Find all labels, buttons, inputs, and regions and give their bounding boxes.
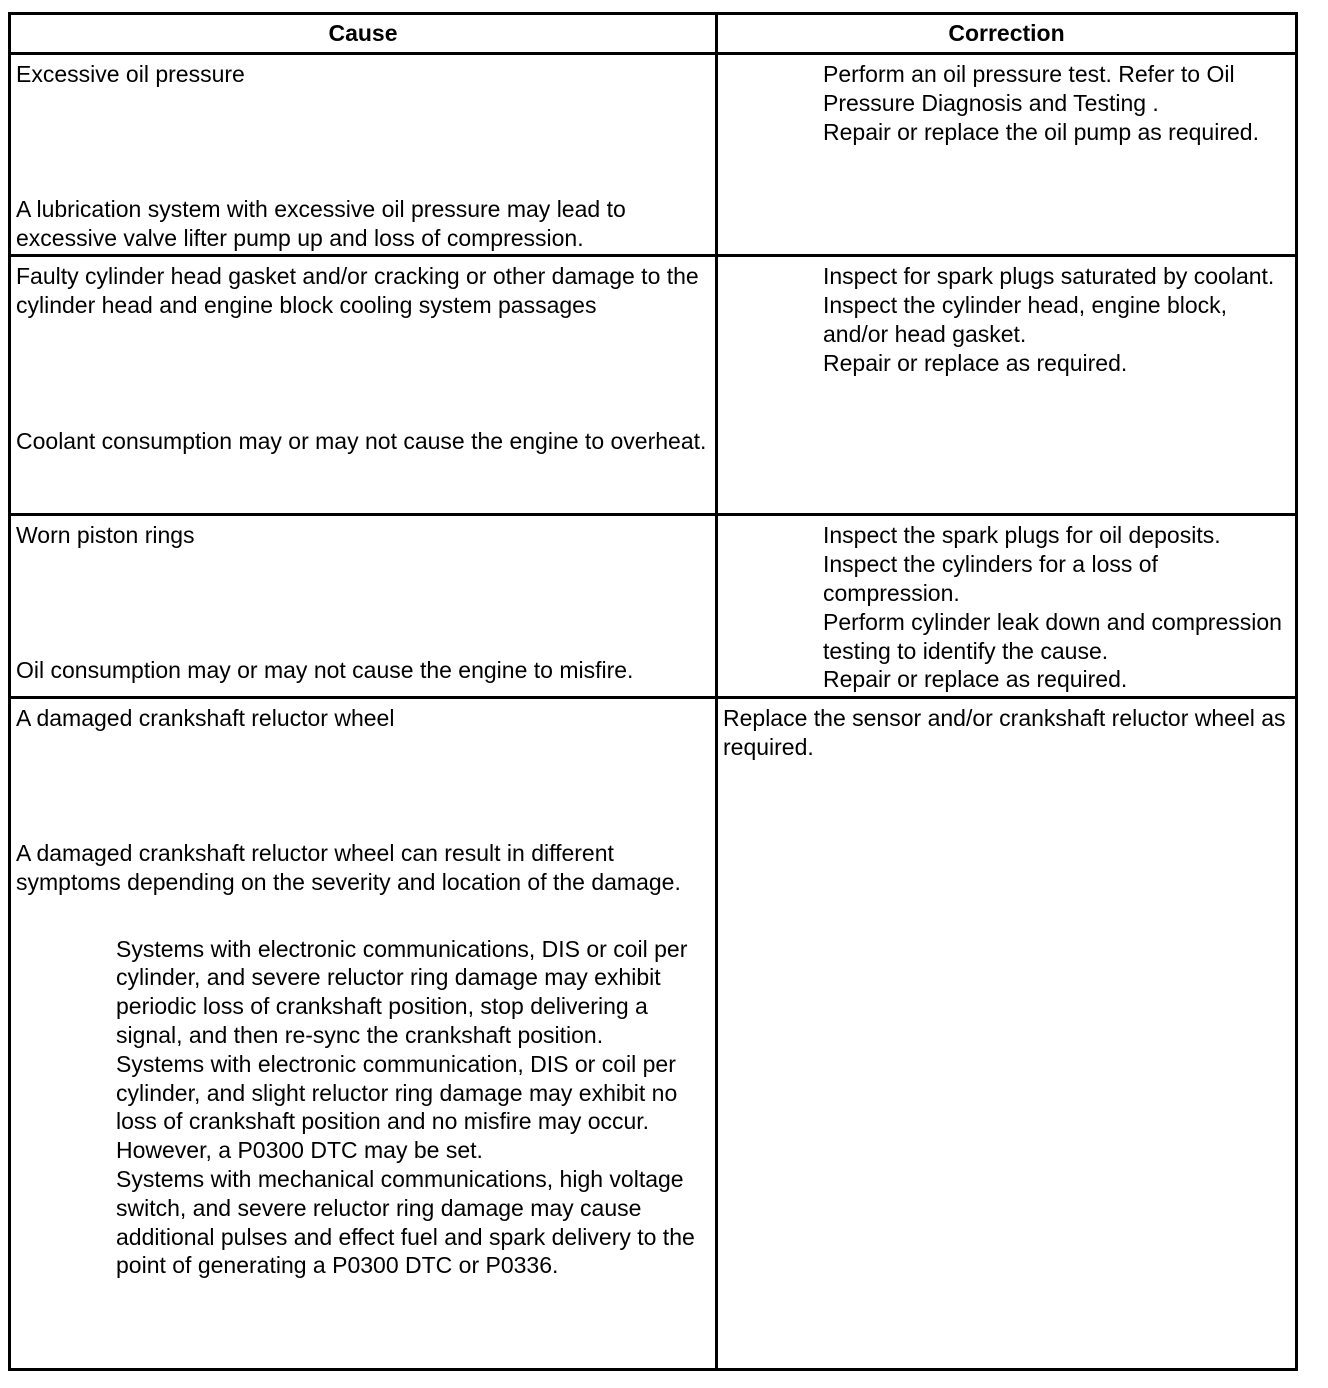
correction-step: Inspect the cylinder head, engine block, and/or head gasket. — [823, 292, 1228, 347]
correction-step: Inspect for spark plugs saturated by coolant. — [823, 263, 1275, 290]
cause-title: A damaged crankshaft reluctor wheel — [16, 705, 395, 732]
correction-cell — [717, 256, 1297, 515]
cause-title: Worn piston rings — [16, 522, 195, 549]
correction-step: Repair or replace as required. — [823, 349, 1128, 376]
table-row — [10, 515, 1297, 698]
correction-step: Perform cylinder leak down and compression testing to identify the cause. — [823, 608, 1282, 664]
cause-note: Coolant consumption may or may not cause the engine to overheat. — [16, 427, 707, 454]
diagnosis-table — [8, 12, 1298, 1371]
correction-step: Inspect the spark plugs for oil deposits. — [823, 522, 1221, 549]
cause-cell — [10, 256, 717, 515]
cause-cell — [10, 54, 717, 256]
cause-note: Oil consumption may or may not cause the engine to misfire. — [16, 657, 634, 684]
correction-step: Inspect the cylinders for a loss of compression. — [823, 551, 1158, 606]
correction-cell — [717, 515, 1297, 698]
correction-cell — [717, 698, 1297, 1370]
cause-cell — [10, 698, 717, 1370]
correction-step: Perform an oil pressure test. Refer to Oil Pressure Diagnosis and Testing . — [823, 61, 1235, 116]
cause-item: Systems with electronic communication, DIS or coil per cylinder, and slight reluctor ring damage may exhibit no loss of crankshaft position and no misfire may occur. However, a P0300 DTC may be set. — [116, 1050, 678, 1164]
header-row — [10, 14, 1297, 54]
table-row — [10, 698, 1297, 1370]
header-cause: Cause — [10, 14, 717, 54]
table-row — [10, 256, 1297, 515]
header-correction: Correction — [717, 14, 1297, 54]
correction-step: Repair or replace as required. — [823, 666, 1128, 693]
cause-item: Systems with electronic communications, DIS or coil per cylinder, and severe reluctor ring damage may exhibit periodic loss of crankshaft position, stop delivering a signal, and then re-sync the crankshaft position. — [116, 935, 688, 1048]
table-row — [10, 54, 1297, 256]
correction-text: Replace the sensor and/or crankshaft reluctor wheel as required. — [723, 705, 1286, 760]
cause-note: A lubrication system with excessive oil pressure may lead to excessive valve lifter pump up and loss of compression. — [16, 195, 626, 251]
cause-cell — [10, 515, 717, 698]
cause-note: A damaged crankshaft reluctor wheel can result in different symptoms depending on the severity and location of the damage. — [16, 839, 681, 895]
cause-title: Faulty cylinder head gasket and/or cracking or other damage to the cylinder head and engine block cooling system passages — [16, 263, 699, 319]
cause-title: Excessive oil pressure — [16, 61, 245, 87]
correction-cell — [717, 54, 1297, 256]
cause-item: Systems with mechanical communications, high voltage switch, and severe reluctor ring damage may cause additional pulses and effect fuel and spark delivery to the point of generating a P0300 DTC or P0336. — [116, 1165, 695, 1279]
correction-step: Repair or replace the oil pump as required. — [823, 118, 1259, 145]
